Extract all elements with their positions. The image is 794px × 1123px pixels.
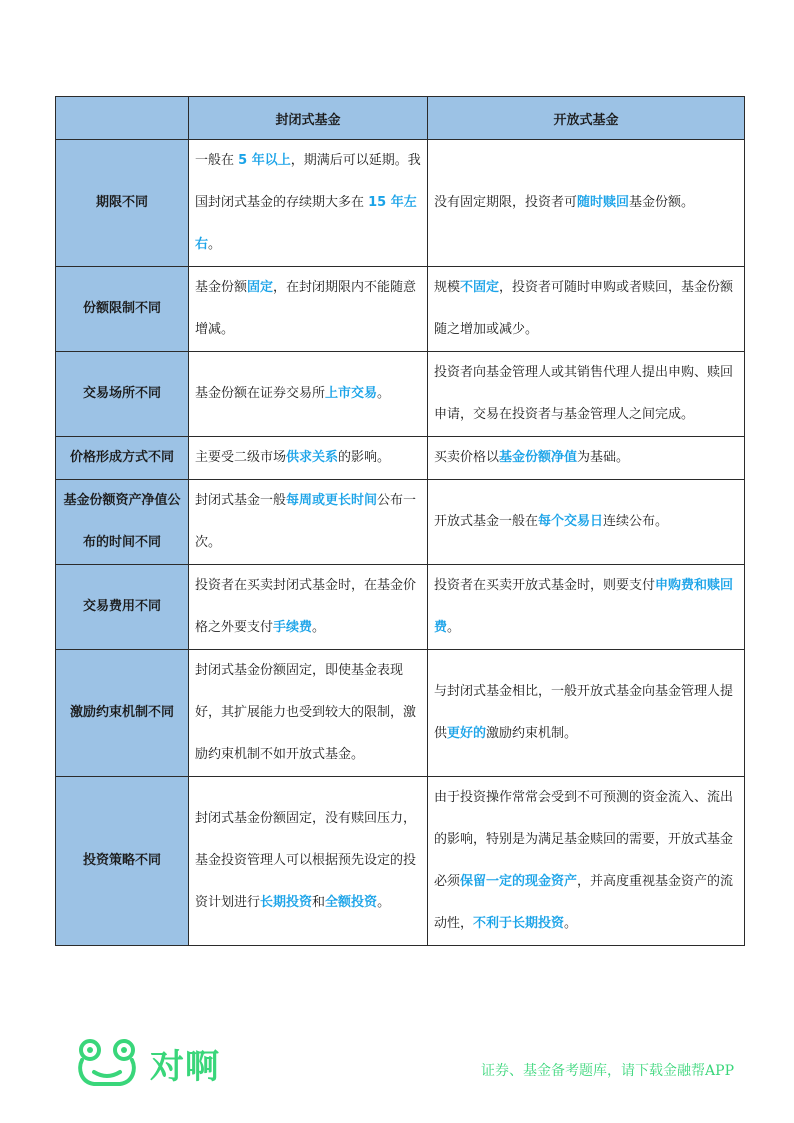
cell-text: 由于投资操作常常会受到不可预测的资金流入、流出的影响，特别是为满足基金赎回的需要，开放式基金必须	[434, 790, 734, 889]
highlight-text: 15 年左右	[195, 195, 417, 252]
highlight-text: 长期投资	[260, 895, 313, 910]
row-label: 激励约束机制不同	[56, 650, 189, 777]
highlight-text: 不固定	[460, 280, 500, 295]
table-row	[56, 777, 745, 946]
cell-text: 封闭式基金份额固定，没有赎回压力，基金投资管理人可以根据预先设定的投资计划进行	[195, 811, 417, 910]
highlight-text: 随时赎回	[577, 195, 630, 210]
highlight-text: 每周或更长时间	[286, 493, 378, 508]
corner-header	[56, 97, 189, 140]
open-fund-cell	[428, 650, 745, 777]
cell-text: 投资者向基金管理人或其销售代理人提出申购、赎回申请，交易在投资者与基金管理人之间完成。	[434, 365, 734, 422]
header-closed-fund: 封闭式基金	[189, 97, 428, 140]
table-row	[56, 650, 745, 777]
cell-text: 没有固定期限，投资者可	[434, 195, 578, 210]
brand-name: 对啊	[150, 1046, 220, 1087]
row-label: 交易场所不同	[56, 352, 189, 437]
frog-icon	[76, 1038, 138, 1088]
highlight-text: 基金份额净值	[499, 450, 578, 465]
highlight-text: 全额投资	[325, 895, 378, 910]
table-row	[56, 267, 745, 352]
cell-text: 主要受二级市场	[195, 450, 287, 465]
brand-logo	[76, 1038, 220, 1088]
cell-text: 封闭式基金一般	[195, 493, 287, 508]
table-row	[56, 480, 745, 565]
open-fund-cell	[428, 480, 745, 565]
cell-text: 规模	[434, 280, 461, 295]
highlight-text: 保留一定的现金资产	[460, 874, 578, 889]
row-label: 投资策略不同	[56, 777, 189, 946]
cell-text: 一般在	[195, 153, 239, 168]
open-fund-cell	[428, 777, 745, 946]
cell-text: ，投资者可随时申购或者赎回，基金份额随之增加或减少。	[434, 280, 734, 337]
cell-text: 激励约束机制。	[486, 726, 578, 741]
cell-text: 。	[377, 386, 391, 401]
table-row	[56, 565, 745, 650]
open-fund-cell	[428, 140, 745, 267]
cell-text: 基金份额。	[629, 195, 695, 210]
cell-text: 。	[564, 916, 578, 931]
cell-text: 基金份额	[195, 280, 248, 295]
row-label: 交易费用不同	[56, 565, 189, 650]
cell-text: 基金份额在证券交易所	[195, 386, 326, 401]
cell-text: 和	[312, 895, 326, 910]
cell-text: ，并高度重视基金资产的流动性，	[434, 874, 734, 931]
row-label: 期限不同	[56, 140, 189, 267]
highlight-text: 更好的	[447, 726, 487, 741]
highlight-text: 固定	[247, 280, 274, 295]
closed-fund-cell	[189, 565, 428, 650]
cell-text: 的影响。	[338, 450, 391, 465]
highlight-text: 供求关系	[286, 450, 339, 465]
cell-text: 。	[312, 620, 326, 635]
table-row	[56, 352, 745, 437]
table-header-row	[56, 97, 745, 140]
highlight-text: 不利于长期投资	[473, 916, 565, 931]
comparison-table	[55, 96, 745, 946]
cell-text: ，在封闭期限内不能随意增减。	[195, 280, 417, 337]
header-open-fund: 开放式基金	[428, 97, 745, 140]
closed-fund-cell	[189, 267, 428, 352]
table-row	[56, 437, 745, 480]
cell-text: 与封闭式基金相比，一般开放式基金向基金管理人提供	[434, 684, 734, 741]
highlight-text: 上市交易	[325, 386, 378, 401]
highlight-text: 申购费和赎回费	[434, 578, 734, 635]
cell-text: 投资者在买卖封闭式基金时，在基金价格之外要支付	[195, 578, 417, 635]
open-fund-cell	[428, 565, 745, 650]
closed-fund-cell	[189, 777, 428, 946]
highlight-text: 手续费	[273, 620, 313, 635]
cell-text: 投资者在买卖开放式基金时，则要支付	[434, 578, 656, 593]
cell-text: 开放式基金一般在	[434, 514, 539, 529]
cell-text: 封闭式基金份额固定，即使基金表现好，其扩展能力也受到较大的限制，激励约束机制不如开放式基金。	[195, 663, 417, 762]
open-fund-cell	[428, 437, 745, 480]
open-fund-cell	[428, 267, 745, 352]
table-row	[56, 140, 745, 267]
closed-fund-cell	[189, 650, 428, 777]
row-label: 价格形成方式不同	[56, 437, 189, 480]
cell-text: 连续公布。	[603, 514, 669, 529]
closed-fund-cell	[189, 437, 428, 480]
cell-text: 。	[208, 237, 222, 252]
closed-fund-cell	[189, 140, 428, 267]
cell-text: 为基础。	[577, 450, 630, 465]
highlight-text: 每个交易日	[538, 514, 604, 529]
footer-tagline: 证券、基金备考题库，请下载金融帮APP	[481, 1063, 734, 1079]
row-label: 基金份额资产净值公布的时间不同	[56, 480, 189, 565]
open-fund-cell	[428, 352, 745, 437]
cell-text: 公布一次。	[195, 493, 417, 550]
cell-text: ，期满后可以延期。我国封闭式基金的存续期大多在	[195, 153, 421, 210]
row-label: 份额限制不同	[56, 267, 189, 352]
cell-text: 。	[377, 895, 391, 910]
cell-text: 买卖价格以	[434, 450, 500, 465]
closed-fund-cell	[189, 480, 428, 565]
closed-fund-cell	[189, 352, 428, 437]
cell-text: 。	[447, 620, 461, 635]
highlight-text: 5 年以上	[238, 153, 291, 168]
